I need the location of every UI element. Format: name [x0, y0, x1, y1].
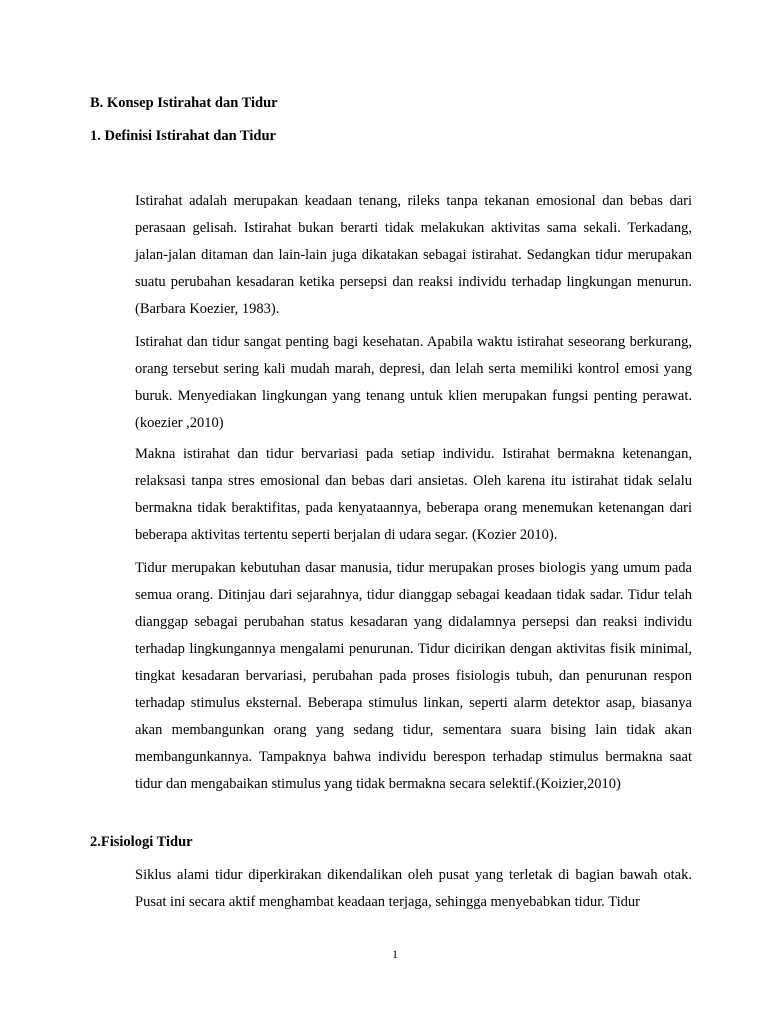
- section-heading: B. Konsep Istirahat dan Tidur: [90, 95, 278, 111]
- paragraph-tidur: Tidur merupakan kebutuhan dasar manusia, tidur merupakan proses biologis yang umum pada semua orang. Ditinjau dari sejarahnya, tidur dianggap sebagai keadaan tidak sadar. Tidur telah dianggap sebagai perubahan status kesadaran yang didalamnya persepsi dan reaksi individu terhadap lingkungannya mengalami penurunan. Tidur dicirikan dengan aktivitas fisik minimal, tingkat kesadaran bervariasi, perubahan pada proses fisiologis tubuh, dan penurunan respon terhadap stimulus eksternal. Beberapa stimulus linkan, seperti alarm detektor asap, biasanya akan membangunkan orang yang sedang tidur, sementara suara bising lain tidak akan membangunkannya. Tampaknya bahwa individu berespon terhadap stimulus bermakna saat tidur dan mengabaikan stimulus yang tidak bermakna secara selektif.(Koizier,2010): [135, 560, 692, 792]
- paragraph-fisiologi-tidur: Siklus alami tidur diperkirakan dikendalikan oleh pusat yang terletak di bagian bawah otak. Pusat ini secara aktif menghambat keadaan terjaga, sehingga menyebabkan tidur. Tidur: [135, 867, 692, 910]
- paragraph-makna-istirahat: Makna istirahat dan tidur bervariasi pada setiap individu. Istirahat bermakna ketenangan, relaksasi tanpa stres emosional dan bebas dari ansietas. Oleh karena itu istirahat tidak selalu bermakna tidak beraktifitas, pada kenyataannya, beberapa orang menemukan ketenangan dari beberapa aktivitas tertentu seperti berjalan di udara segar. (Kozier 2010).: [135, 446, 692, 543]
- subsection-heading-definisi: 1. Definisi Istirahat dan Tidur: [90, 128, 276, 144]
- paragraph-pentingnya-istirahat: Istirahat dan tidur sangat penting bagi kesehatan. Apabila waktu istirahat seseorang berkurang, orang tersebut sering kali mudah marah, depresi, dan lelah serta memiliki kontrol emosi yang buruk. Menyediakan lingkungan yang tenang untuk klien merupakan fungsi penting perawat. (koezier ,2010): [135, 334, 692, 431]
- page-number: 1: [392, 947, 398, 961]
- paragraph-definisi-istirahat: Istirahat adalah merupakan keadaan tenang, rileks tanpa tekanan emosional dan bebas dari perasaan gelisah. Istirahat bukan berarti tidak melakukan aktivitas sama sekali. Terkadang, jalan-jalan ditaman dan lain-lain juga dikatakan sebagai istirahat. Sedangkan tidur merupakan suatu perubahan kesadaran ketika persepsi dan reaksi individu terhadap lingkungan menurun. (Barbara Koezier, 1983).: [135, 193, 692, 317]
- subsection-heading-fisiologi: 2.Fisiologi Tidur: [90, 834, 193, 850]
